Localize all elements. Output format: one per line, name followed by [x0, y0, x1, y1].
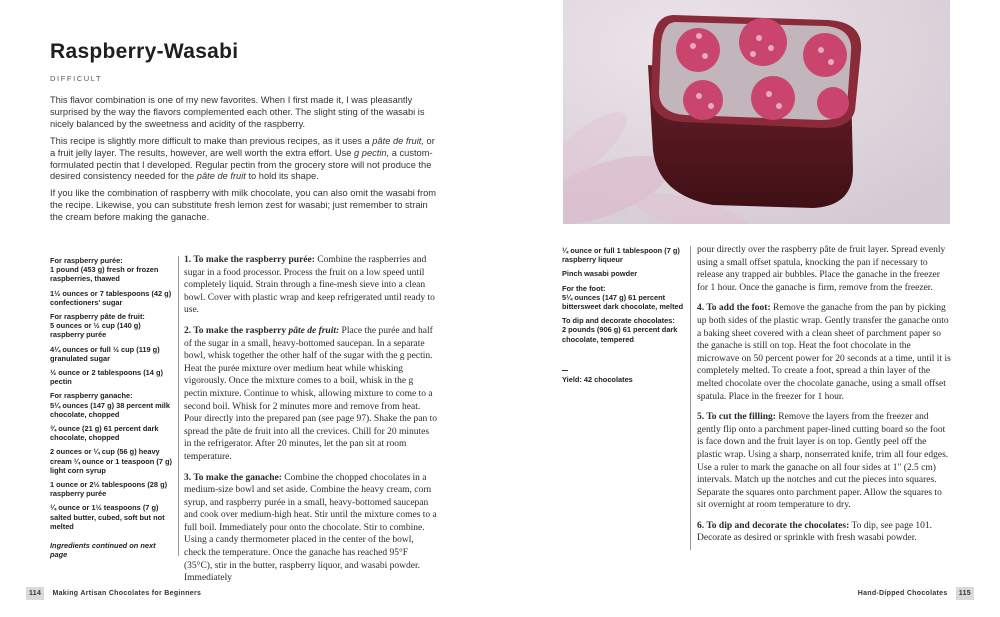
- ingredient-group-heading: For raspberry pâte de fruit:: [50, 312, 145, 322]
- ingredient-item: 2 pounds (906 g) 61 percent dark chocolate, tempered: [562, 325, 678, 344]
- footer-right: [858, 589, 974, 598]
- page-number-left: 114: [26, 587, 44, 600]
- difficulty-label: DIFFICULT: [50, 74, 103, 83]
- page-number-right: 115: [956, 587, 974, 600]
- ingredient-group-heading: For the foot:: [562, 283, 606, 293]
- ingredient-item: 1 pound (453 g) fresh or frozen raspberries, thawed: [50, 265, 159, 284]
- ingredients-list-left: [50, 256, 172, 559]
- recipe-yield: Yield: 42 chocolates: [562, 374, 633, 384]
- recipe-title: Raspberry-Wasabi: [50, 40, 239, 63]
- column-divider: [690, 246, 691, 550]
- ingredients-continued-note: Ingredients continued on next page: [50, 541, 156, 560]
- step-1: 1. To make the raspberry purée: Combine the raspberries and sugar in a food processor. Process the fruit on a low speed until completely liquid. Strain through a fine-mesh sieve into a clean bowl. Cover with plastic wrap and keep refrigerated until ready to use.: [184, 255, 435, 316]
- step-3-continued: pour directly over the raspberry pâte de fruit layer. Spread evenly using a small offset spatula, knocking the pan if necessary to release any trapped air bubbles. Place the ganache in the freezer for 1 hour. Once the ganache is firm, remove from the freezer.: [697, 245, 946, 293]
- step-6: 6. To dip and decorate the chocolates: To dip, see page 101. Decorate as desired or sprinkle with fresh wasabi powder.: [697, 520, 933, 544]
- ingredient-item: 1 ounce or 2½ tablespoons (28 g) raspberry purée: [50, 480, 168, 499]
- ingredient-group-heading: For raspberry ganache:: [50, 391, 133, 401]
- ingredient-group-heading: To dip and decorate chocolates:: [562, 316, 675, 326]
- ingredient-item: ¼ ounce or 1½ teaspoons (7 g) salted butter, cubed, soft but not melted: [50, 503, 165, 531]
- step-3: 3. To make the ganache: Combine the chopped chocolates in a medium-size bowl and set aside. Combine the heavy cream, corn syrup, and raspberry purée in a small, heavy-bottomed saucepan and cook over medium-high heat. Stir until the mixture comes to a full boil. Immediately pour onto the chocolate. Stir to combine. Using a candy thermometer placed in the center of the bowl, check the temperature. Once the ganache has reached 95°F (35°C), stir in the butter, raspberry liquor, and wasabi powder. Immediately: [184, 472, 437, 584]
- ingredient-item: ¾ ounce (21 g) 61 percent dark chocolate, chopped: [50, 424, 159, 443]
- steps-left-column: [184, 254, 438, 593]
- column-divider: [178, 256, 179, 556]
- yield-divider: [562, 370, 568, 371]
- footer-left: [26, 589, 201, 598]
- intro-paragraph-3: If you like the combination of raspberry with milk chocolate, you can also omit the wasabi from the recipe. Likewise, you can substitute fresh lemon zest for wasabi; just remember to strain the cream before making the ganache.: [50, 188, 436, 223]
- ingredient-item: 2 ounces or ¼ cup (56 g) heavy cream ¼ ounce or 1 teaspoon (7 g) light corn syrup: [50, 447, 172, 475]
- ingredient-item: ¼ ounce or full 1 tablespoon (7 g) raspberry liqueur: [562, 246, 680, 265]
- intro-paragraph-1: This flavor combination is one of my new favorites. When I first made it, I was pleasantly surprised by the way the flavors complemented each other. The slight sting of the wasabi is nicely balanced by the sweetness and acidity of the raspberry.: [50, 95, 425, 129]
- chocolate-illustration: [563, 0, 950, 224]
- chapter-title-footer: Hand-Dipped Chocolates: [857, 590, 948, 597]
- steps-right-column: [697, 244, 951, 553]
- chocolate-photo: [563, 0, 950, 224]
- ingredients-list-right: [562, 246, 687, 384]
- step-5: 5. To cut the filling: Remove the layers from the freezer and gently flip onto a parchment paper-lined cutting board so the foot is face down and the fruit layer is on top. Gently peel off the plastic wrap. Using a sharp, nonserrated knife, trim all four edges. Use a ruler to mark the ganache on all four sides at 1" (2.5 cm) intervals. Match up the notches and cut the pieces into squares. Separate the squares onto parchment paper. Allow the squares to sit overnight at room temperature to dry.: [697, 412, 949, 511]
- ingredient-item: 4¼ ounces or full ½ cup (119 g) granulated sugar: [50, 344, 160, 363]
- step-2: 2. To make the raspberry pâte de fruit: Place the purée and half of the sugar in a small, heavy-bottomed saucepan. In a separate bowl, whisk together the other half of the sugar with the g pectin. Heat the purée mixture over medium heat while whisking vigorously. Once the mixture comes to a boil, whisk in the g pectin mixture. Continue to whisk, allowing mixture to come to a second boil. Whisk for 2 minutes more and remove from heat. Pour directly into the prepared pan (see page 97). Shake the pan to spread the pâte de fruit into all the crevices. Chill for 20 minutes in the refrigerator. After 20 minutes, let the pan sit at room temperature.: [184, 325, 437, 462]
- ingredient-item: ½ ounce or 2 tablespoons (14 g) pectin: [50, 368, 163, 387]
- intro-paragraph-2: This recipe is slightly more difficult to make than previous recipes, as it uses a pâte de fruit, or a fruit jelly layer. The results, however, are well worth the extra effort. Use g pectin, a custom-formulated pectin that I developed. Regular pectin from the grocery store will not produce the desired consistency needed for the pâte de fruit to hold its shape.: [50, 135, 435, 182]
- ingredient-item: 5 ounces or ½ cup (140 g) raspberry purée: [50, 321, 141, 340]
- ingredient-group-heading: For raspberry purée:: [50, 256, 123, 265]
- ingredient-item: 1½ ounces or 7 tablespoons (42 g) confectioners' sugar: [50, 288, 172, 307]
- step-4: 4. To add the foot: Remove the ganache from the pan by picking up both sides of the plastic wrap. Gently transfer the ganache onto a baking sheet covered with a clean sheet of parchment paper so the ganache is still on top. Heat the foot chocolate in the microwave on 50 percent power for 20 seconds at a time, until it is completely melted. To create a foot, spread a thin layer of the melted chocolate over the chocolate ganache, using a small offset spatula. Place in the freezer for 1 hour.: [697, 303, 951, 402]
- book-title-footer: Making Artisan Chocolates for Beginners: [52, 590, 202, 597]
- ingredient-item: 5¼ ounces (147 g) 61 percent bittersweet dark chocolate, melted: [562, 292, 684, 312]
- intro-text: [50, 95, 440, 229]
- ingredient-item: Pinch wasabi powder: [562, 269, 638, 279]
- ingredient-item: 5¼ ounces (147 g) 38 percent milk chocolate, chopped: [50, 400, 170, 419]
